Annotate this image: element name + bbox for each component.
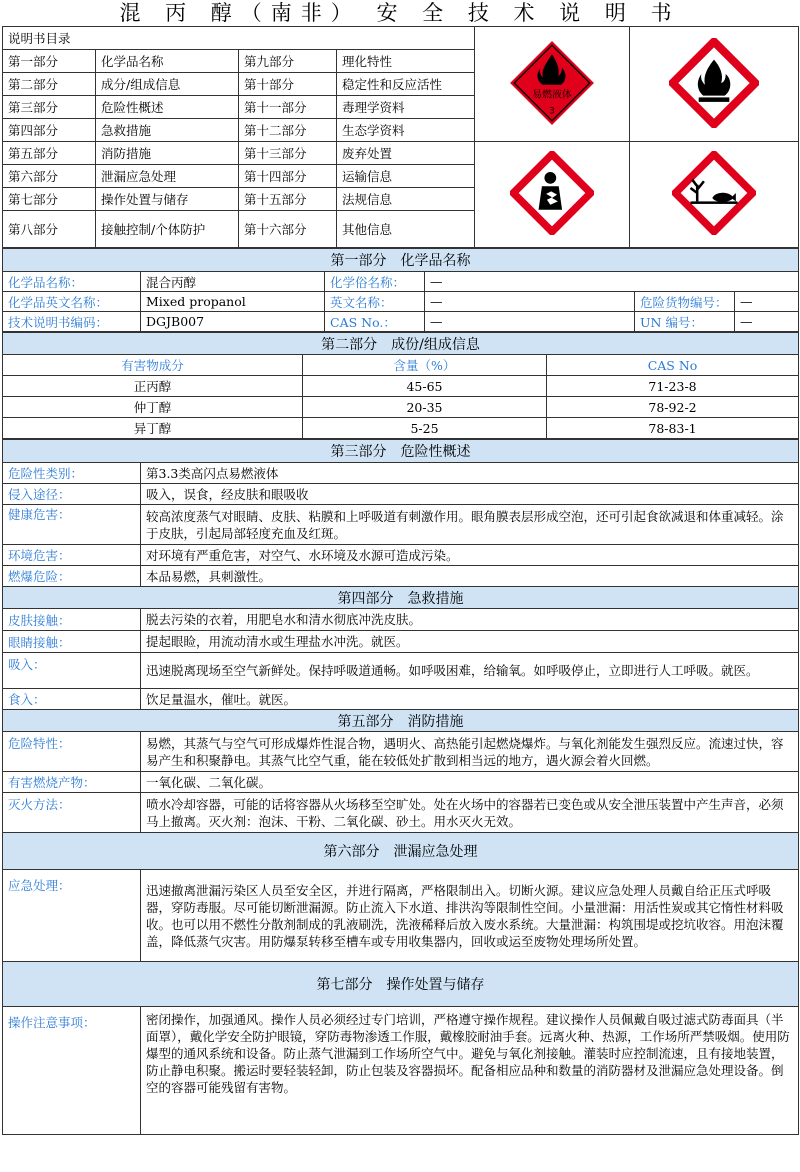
exposure-route-value: 吸入，误食，经皮肤和眼吸收 [141, 484, 799, 505]
health-hazard-icon [510, 151, 594, 235]
skin-contact-value: 脱去污染的衣着，用肥皂水和清水彻底冲洗皮肤。 [141, 609, 799, 631]
section-3-title: 第三部分 危险性概述 [3, 440, 799, 463]
hazard-characteristics-value: 易燃，其蒸气与空气可形成爆炸性混合物，遇明火、高热能引起燃烧爆炸。与氧化剂能发生强烈反应。流速过快，容易产生和积聚静电。其蒸气比空气重，能在较低处扩散到相当远的地方，遇火源会着火回燃。 [141, 732, 799, 772]
chemical-name-value: 混合丙醇 [141, 272, 325, 292]
hazard-characteristics-label: 危险特性： [3, 732, 141, 772]
component-name: 仲丁醇 [3, 397, 303, 418]
toc-part[interactable]: 第四部分 [3, 119, 96, 142]
cas-no-header: CAS No [547, 355, 799, 376]
toc-part[interactable]: 第七部分 [3, 188, 96, 211]
exposure-route-label: 侵入途径： [3, 484, 141, 505]
ingestion-value: 饮足量温水，催吐。就医。 [141, 689, 799, 710]
toc-part[interactable]: 第六部分 [3, 165, 96, 188]
cas-value: — [425, 312, 635, 332]
toc-table [2, 26, 799, 248]
chemical-name-label: 化学品名称： [3, 272, 141, 292]
english-name-value: — [425, 292, 635, 312]
toc-section-name[interactable]: 泄漏应急处理 [96, 165, 239, 188]
ingestion-label: 食入： [3, 689, 141, 710]
english-chemical-name-value: Mixed propanol [141, 292, 325, 312]
toc-section-name[interactable]: 法规信息 [337, 188, 475, 211]
environment-hazard-label: 环境危害： [3, 545, 141, 566]
hazard-class-label: 危险性类别： [3, 463, 141, 484]
toc-part[interactable]: 第八部分 [3, 211, 96, 248]
flame-transport-icon [507, 38, 597, 128]
inhalation-value: 迅速脱离现场至空气新鲜处。保持呼吸道通畅。如呼吸困难，给输氧。如呼吸停止，立即进行人工呼吸。就医。 [141, 653, 799, 689]
emergency-response-value: 迅速撤离泄漏污染区人员至安全区，并进行隔离，严格限制出入。切断火源。建议应急处理人员戴自给正压式呼吸器，穿防毒服。尽可能切断泄漏源。防止流入下水道、排洪沟等限制性空间。小量泄漏：用活性炭或其它惰性材料吸收。也可以用不燃性分散剂制成的乳液刷洗，洗液稀释后放入废水系统。大量泄漏：构筑围堤或挖坑收容。用泡沫覆盖，降低蒸气灾害。用防爆泵转移至槽车或专用收集器内，回收或运至废物处理场所处置。 [141, 870, 799, 962]
component-cas: 78-83-1 [547, 418, 799, 439]
common-name-label: 化学俗名称： [325, 272, 425, 292]
doc-code-label: 技术说明书编码： [3, 312, 141, 332]
toc-part[interactable]: 第九部分 [239, 50, 337, 73]
table-row [3, 397, 799, 418]
content-header: 含量（%） [303, 355, 547, 376]
component-content: 5-25 [303, 418, 547, 439]
toc-part[interactable]: 第五部分 [3, 142, 96, 165]
section-1-table [2, 248, 799, 332]
eye-contact-value: 提起眼睑，用流动清水或生理盐水冲洗。就医。 [141, 631, 799, 653]
pictogram-cell-4 [630, 142, 799, 248]
toc-part[interactable]: 第三部分 [3, 96, 96, 119]
pictogram-cell-1 [475, 27, 630, 142]
eye-contact-label: 眼睛接触： [3, 631, 141, 653]
sds-sheet [2, 26, 798, 1135]
toc-section-name[interactable]: 稳定性和反应活性 [337, 73, 475, 96]
common-name-value: — [425, 272, 799, 292]
section-4-title: 第四部分 急救措施 [3, 587, 799, 609]
toc-section-name[interactable]: 其他信息 [337, 211, 475, 248]
fire-explosion-value: 本品易燃，具刺激性。 [141, 566, 799, 587]
doc-code-value: DGJB007 [141, 312, 325, 332]
hazard-class-value: 第3.3类高闪点易燃液体 [141, 463, 799, 484]
component-content: 20-35 [303, 397, 547, 418]
composition-header: 有害物成分 [3, 355, 303, 376]
toc-section-name[interactable]: 危险性概述 [96, 96, 239, 119]
component-content: 45-65 [303, 376, 547, 397]
extinguishing-method-label: 灭火方法： [3, 793, 141, 833]
table-row [3, 418, 799, 439]
component-cas: 78-92-2 [547, 397, 799, 418]
toc-section-name[interactable]: 化学品名称 [96, 50, 239, 73]
toc-row [3, 142, 799, 165]
toc-section-name[interactable]: 接触控制/个体防护 [96, 211, 239, 248]
section-2-title: 第二部分 成份/组成信息 [3, 333, 799, 355]
table-row [3, 376, 799, 397]
toc-heading: 说明书目录 [3, 27, 475, 50]
toc-section-name[interactable]: 操作处置与储存 [96, 188, 239, 211]
extinguishing-method-value: 喷水冷却容器，可能的话将容器从火场移至空旷处。处在火场中的容器若已变色或从安全泄压装置中产生声音，必须马上撤离。灭火剂：泡沫、干粉、二氧化碳、砂土。用水灭火无效。 [141, 793, 799, 833]
combustion-products-value: 一氧化碳、二氧化碳。 [141, 772, 799, 793]
english-name-label: 英文名称： [325, 292, 425, 312]
section-6-title: 第六部分 泄漏应急处理 [3, 833, 799, 870]
component-name: 异丁醇 [3, 418, 303, 439]
component-cas: 71-23-8 [547, 376, 799, 397]
class-number: 3 [549, 106, 555, 117]
environment-hazard-icon [672, 151, 756, 235]
flame-ghs-icon [669, 38, 759, 128]
section-7-title: 第七部分 操作处置与储存 [3, 962, 799, 1007]
health-hazard-value: 较高浓度蒸气对眼睛、皮肤、粘膜和上呼吸道有刺激作用。眼角膜表层形成空泡，还可引起食欲减退和体重减轻。涂于皮肤，引起局部轻度充血及红斑。 [141, 505, 799, 545]
toc-section-name[interactable]: 急救措施 [96, 119, 239, 142]
toc-part[interactable]: 第十四部分 [239, 165, 337, 188]
environment-hazard-value: 对环境有严重危害，对空气、水环境及水源可造成污染。 [141, 545, 799, 566]
toc-part[interactable]: 第一部分 [3, 50, 96, 73]
pictogram-cell-3 [475, 142, 630, 248]
toc-section-name[interactable]: 生态学资料 [337, 119, 475, 142]
section-2-table [2, 332, 799, 439]
toc-section-name[interactable]: 消防措施 [96, 142, 239, 165]
document-title: 混 丙 醇（南非） 安 全 技 术 说 明 书 [119, 1, 681, 25]
pictogram-cell-2 [630, 27, 799, 142]
combustion-products-label: 有害燃烧产物： [3, 772, 141, 793]
toc-part[interactable]: 第十二部分 [239, 119, 337, 142]
handling-precautions-value: 密闭操作，加强通风。操作人员必须经过专门培训，严格遵守操作规程。建议操作人员佩戴自吸过滤式防毒面具（半面罩），戴化学安全防护眼镜，穿防毒物渗透工作服，戴橡胶耐油手套。远离火种、热源，工作场所严禁吸烟。使用防爆型的通风系统和设备。防止蒸气泄漏到工作场所空气中。避免与氧化剂接触。灌装时应控制流速，且有接地装置，防止静电积聚。搬运时要轻装轻卸，防止包装及容器损坏。配备相应品种和数量的消防器材及泄漏应急处理设备。倒空的容器可能残留有害物。 [141, 1007, 799, 1135]
inhalation-label: 吸入： [3, 653, 141, 689]
toc-section-name[interactable]: 毒理学资料 [337, 96, 475, 119]
sections-3-5-table [2, 439, 799, 1135]
english-chemical-name-label: 化学品英文名称： [3, 292, 141, 312]
section-1-title: 第一部分 化学品名称 [3, 249, 799, 272]
component-name: 正丙醇 [3, 376, 303, 397]
toc-part[interactable]: 第二部分 [3, 73, 96, 96]
toc-section-name[interactable]: 废弃处置 [337, 142, 475, 165]
flammable-liquid-label: 易燃液体 [532, 88, 572, 100]
un-number-value: — [735, 312, 799, 332]
handling-precautions-label: 操作注意事项： [3, 1007, 141, 1135]
toc-part[interactable]: 第十五部分 [239, 188, 337, 211]
section-5-title: 第五部分 消防措施 [3, 710, 799, 732]
health-hazard-label: 健康危害： [3, 505, 141, 545]
fire-explosion-label: 燃爆危险： [3, 566, 141, 587]
un-number-label: UN 编号： [635, 312, 735, 332]
skin-contact-label: 皮肤接触： [3, 609, 141, 631]
dangerous-goods-number-value: — [735, 292, 799, 312]
toc-section-name[interactable]: 成分/组成信息 [96, 73, 239, 96]
toc-part[interactable]: 第十三部分 [239, 142, 337, 165]
toc-part[interactable]: 第十六部分 [239, 211, 337, 248]
dangerous-goods-number-label: 危险货物编号： [635, 292, 735, 312]
toc-section-name[interactable]: 理化特性 [337, 50, 475, 73]
toc-section-name[interactable]: 运输信息 [337, 165, 475, 188]
toc-part[interactable]: 第十部分 [239, 73, 337, 96]
cas-label: CAS No.： [325, 312, 425, 332]
emergency-response-label: 应急处理： [3, 870, 141, 962]
toc-part[interactable]: 第十一部分 [239, 96, 337, 119]
